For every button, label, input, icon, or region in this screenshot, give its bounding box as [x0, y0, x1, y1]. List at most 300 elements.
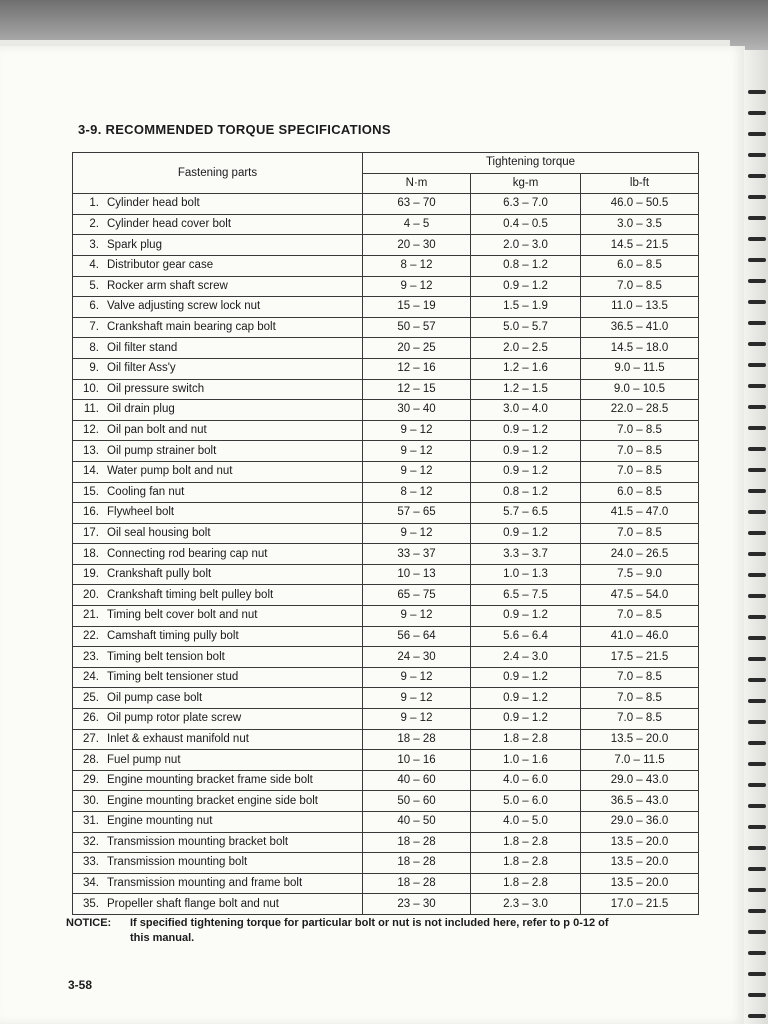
- cell-fastening-part: [73, 523, 363, 544]
- cell-torque-lbft: 7.0 – 8.5: [581, 276, 699, 297]
- cell-torque-kgm: 1.8 – 2.8: [471, 832, 581, 853]
- cell-fastening-part: [73, 667, 363, 688]
- cell-torque-lbft: 7.0 – 8.5: [581, 667, 699, 688]
- header-unit-kgm: kg-m: [471, 173, 581, 194]
- cell-torque-lbft: 7.5 – 9.0: [581, 564, 699, 585]
- cell-torque-nm: 9 – 12: [363, 420, 471, 441]
- cell-torque-nm: 23 – 30: [363, 894, 471, 915]
- table-row: [73, 791, 699, 812]
- row-number: 32.: [83, 835, 99, 848]
- page-number: 3-58: [68, 978, 93, 992]
- binding-coil: [748, 909, 766, 913]
- cell-torque-lbft: 36.5 – 43.0: [581, 791, 699, 812]
- cell-fastening-part: [73, 832, 363, 853]
- table-row: [73, 626, 699, 647]
- binding-coil: [748, 300, 766, 304]
- cell-torque-kgm: 1.5 – 1.9: [471, 297, 581, 318]
- table-row: [73, 379, 699, 400]
- table-row: [73, 750, 699, 771]
- part-name: Transmission mounting bolt: [107, 856, 248, 869]
- cell-torque-kgm: 3.3 – 3.7: [471, 544, 581, 565]
- cell-fastening-part: [73, 564, 363, 585]
- table-row: [73, 585, 699, 606]
- table-row: [73, 523, 699, 544]
- cell-torque-kgm: 0.9 – 1.2: [471, 688, 581, 709]
- cell-torque-nm: 12 – 15: [363, 379, 471, 400]
- binding-coil: [748, 321, 766, 325]
- cell-fastening-part: [73, 770, 363, 791]
- binding-coil: [748, 195, 766, 199]
- cell-torque-kgm: 0.9 – 1.2: [471, 441, 581, 462]
- row-number: 7.: [89, 321, 99, 334]
- cell-torque-nm: 40 – 60: [363, 770, 471, 791]
- cell-torque-kgm: 6.5 – 7.5: [471, 585, 581, 606]
- cell-fastening-part: [73, 503, 363, 524]
- cell-torque-lbft: 7.0 – 8.5: [581, 606, 699, 627]
- cell-torque-kgm: 0.9 – 1.2: [471, 420, 581, 441]
- cell-torque-lbft: 3.0 – 3.5: [581, 214, 699, 235]
- cell-torque-nm: 8 – 12: [363, 482, 471, 503]
- cell-torque-lbft: 7.0 – 8.5: [581, 688, 699, 709]
- table-row: [73, 503, 699, 524]
- binding-coil: [748, 804, 766, 808]
- row-number: 27.: [83, 732, 99, 745]
- cell-fastening-part: [73, 544, 363, 565]
- cell-torque-lbft: 29.0 – 43.0: [581, 770, 699, 791]
- header-unit-nm: N·m: [363, 173, 471, 194]
- part-name: Oil pressure switch: [107, 382, 205, 395]
- row-number: 28.: [83, 753, 99, 766]
- binding-coil: [748, 111, 766, 115]
- row-number: 6.: [89, 300, 99, 313]
- part-name: Transmission mounting and frame bolt: [107, 877, 303, 890]
- cell-torque-kgm: 3.0 – 4.0: [471, 400, 581, 421]
- cell-torque-kgm: 5.6 – 6.4: [471, 626, 581, 647]
- cell-torque-lbft: 7.0 – 11.5: [581, 750, 699, 771]
- row-number: 10.: [83, 382, 99, 395]
- cell-torque-lbft: 41.0 – 46.0: [581, 626, 699, 647]
- row-number: 13.: [83, 444, 99, 457]
- cell-torque-nm: 50 – 57: [363, 317, 471, 338]
- cell-torque-nm: 18 – 28: [363, 729, 471, 750]
- table-row: [73, 358, 699, 379]
- row-number: 31.: [83, 815, 99, 828]
- cell-fastening-part: [73, 441, 363, 462]
- binding-coil: [748, 258, 766, 262]
- table-row: [73, 461, 699, 482]
- table-row: [73, 482, 699, 503]
- binding-coil: [748, 930, 766, 934]
- binding-coil: [748, 846, 766, 850]
- cell-torque-nm: 18 – 28: [363, 873, 471, 894]
- part-name: Spark plug: [107, 238, 162, 251]
- cell-torque-nm: 9 – 12: [363, 523, 471, 544]
- table-row: [73, 194, 699, 215]
- table-row: [73, 770, 699, 791]
- part-name: Camshaft timing pully bolt: [107, 629, 239, 642]
- table-row: [73, 832, 699, 853]
- part-name: Oil pump strainer bolt: [107, 444, 217, 457]
- cell-torque-nm: 18 – 28: [363, 832, 471, 853]
- cell-torque-kgm: 1.0 – 1.6: [471, 750, 581, 771]
- cell-fastening-part: [73, 873, 363, 894]
- cell-fastening-part: [73, 729, 363, 750]
- binding-coil: [748, 678, 766, 682]
- part-name: Cooling fan nut: [107, 485, 185, 498]
- cell-torque-lbft: 6.0 – 8.5: [581, 255, 699, 276]
- part-name: Timing belt tensioner stud: [107, 671, 239, 684]
- cell-fastening-part: [73, 358, 363, 379]
- cell-fastening-part: [73, 626, 363, 647]
- table-row: [73, 420, 699, 441]
- cell-torque-nm: 4 – 5: [363, 214, 471, 235]
- cell-torque-kgm: 0.9 – 1.2: [471, 523, 581, 544]
- cell-torque-nm: 40 – 50: [363, 812, 471, 833]
- cell-torque-kgm: 0.8 – 1.2: [471, 255, 581, 276]
- row-number: 25.: [83, 691, 99, 704]
- cell-torque-lbft: 41.5 – 47.0: [581, 503, 699, 524]
- row-number: 1.: [89, 197, 99, 210]
- cell-fastening-part: [73, 791, 363, 812]
- row-number: 8.: [89, 341, 99, 354]
- binding-coil: [748, 405, 766, 409]
- binding-coil: [748, 657, 766, 661]
- cell-torque-lbft: 17.5 – 21.5: [581, 647, 699, 668]
- table-row: [73, 812, 699, 833]
- row-number: 17.: [83, 526, 99, 539]
- row-number: 19.: [83, 568, 99, 581]
- part-name: Timing belt cover bolt and nut: [107, 609, 258, 622]
- part-name: Cylinder head cover bolt: [107, 218, 232, 231]
- cell-torque-kgm: 2.0 – 2.5: [471, 338, 581, 359]
- cell-torque-nm: 9 – 12: [363, 709, 471, 730]
- part-name: Valve adjusting screw lock nut: [107, 300, 261, 313]
- cell-torque-kgm: 1.2 – 1.5: [471, 379, 581, 400]
- part-name: Oil pan bolt and nut: [107, 424, 207, 437]
- cell-torque-kgm: 2.4 – 3.0: [471, 647, 581, 668]
- binding-coil: [748, 573, 766, 577]
- part-name: Water pump bolt and nut: [107, 465, 233, 478]
- binding-coil: [748, 993, 766, 997]
- cell-torque-lbft: 9.0 – 11.5: [581, 358, 699, 379]
- binding-coil: [748, 342, 766, 346]
- cell-torque-nm: 33 – 37: [363, 544, 471, 565]
- row-number: 2.: [89, 218, 99, 231]
- binding-coil: [748, 720, 766, 724]
- cell-torque-nm: 50 – 60: [363, 791, 471, 812]
- cell-torque-lbft: 13.5 – 20.0: [581, 873, 699, 894]
- cell-fastening-part: [73, 235, 363, 256]
- cell-torque-nm: 15 – 19: [363, 297, 471, 318]
- table-row: [73, 338, 699, 359]
- binding-coil: [748, 699, 766, 703]
- binding-coil: [748, 426, 766, 430]
- cell-torque-lbft: 13.5 – 20.0: [581, 853, 699, 874]
- binding-coil: [748, 783, 766, 787]
- cell-torque-lbft: 36.5 – 41.0: [581, 317, 699, 338]
- binding-coil: [748, 972, 766, 976]
- cell-torque-kgm: 5.0 – 6.0: [471, 791, 581, 812]
- cell-torque-kgm: 1.2 – 1.6: [471, 358, 581, 379]
- cell-fastening-part: [73, 688, 363, 709]
- cell-torque-kgm: 1.8 – 2.8: [471, 873, 581, 894]
- row-number: 35.: [83, 897, 99, 910]
- cell-torque-lbft: 7.0 – 8.5: [581, 420, 699, 441]
- cell-fastening-part: [73, 400, 363, 421]
- binding-coil: [748, 510, 766, 514]
- cell-torque-nm: 65 – 75: [363, 585, 471, 606]
- notice-text-line1: If specified tightening torque for particular bolt or nut is not included here, refer to p 0-12 of: [130, 917, 609, 929]
- cell-torque-lbft: 17.0 – 21.5: [581, 894, 699, 915]
- cell-torque-kgm: 1.0 – 1.3: [471, 564, 581, 585]
- binding-coil: [748, 468, 766, 472]
- part-name: Crankshaft pully bolt: [107, 568, 212, 581]
- row-number: 22.: [83, 629, 99, 642]
- part-name: Timing belt tension bolt: [107, 650, 225, 663]
- cell-torque-nm: 56 – 64: [363, 626, 471, 647]
- table-row: [73, 688, 699, 709]
- part-name: Transmission mounting bracket bolt: [107, 835, 289, 848]
- page-title: 3-9. RECOMMENDED TORQUE SPECIFICATIONS: [78, 122, 391, 137]
- cell-torque-kgm: 0.8 – 1.2: [471, 482, 581, 503]
- cell-torque-lbft: 7.0 – 8.5: [581, 523, 699, 544]
- part-name: Fuel pump nut: [107, 753, 181, 766]
- cell-torque-nm: 20 – 30: [363, 235, 471, 256]
- table-row: [73, 441, 699, 462]
- binding-coil: [748, 132, 766, 136]
- table-row: [73, 894, 699, 915]
- cell-fastening-part: [73, 194, 363, 215]
- cell-torque-lbft: 9.0 – 10.5: [581, 379, 699, 400]
- row-number: 12.: [83, 424, 99, 437]
- notice: [66, 916, 686, 946]
- binding-coil: [748, 489, 766, 493]
- table-row: [73, 400, 699, 421]
- cell-fastening-part: [73, 317, 363, 338]
- notice-label: NOTICE:: [66, 917, 112, 929]
- binding-coil: [748, 174, 766, 178]
- part-name: Crankshaft timing belt pulley bolt: [107, 588, 274, 601]
- spiral-binding: [744, 50, 768, 1024]
- row-number: 21.: [83, 609, 99, 622]
- part-name: Oil pump case bolt: [107, 691, 203, 704]
- table-row: [73, 276, 699, 297]
- header-tightening-torque: Tightening torque: [363, 153, 699, 174]
- cell-torque-nm: 20 – 25: [363, 338, 471, 359]
- cell-torque-lbft: 11.0 – 13.5: [581, 297, 699, 318]
- cell-torque-kgm: 2.3 – 3.0: [471, 894, 581, 915]
- table-row: [73, 235, 699, 256]
- row-number: 16.: [83, 506, 99, 519]
- cell-fastening-part: [73, 894, 363, 915]
- cell-fastening-part: [73, 255, 363, 276]
- row-number: 15.: [83, 485, 99, 498]
- part-name: Engine mounting bracket engine side bolt: [107, 794, 318, 807]
- row-number: 30.: [83, 794, 99, 807]
- cell-torque-nm: 9 – 12: [363, 276, 471, 297]
- row-number: 20.: [83, 588, 99, 601]
- binding-coil: [748, 447, 766, 451]
- cell-torque-nm: 30 – 40: [363, 400, 471, 421]
- cell-torque-kgm: 1.8 – 2.8: [471, 853, 581, 874]
- cell-fastening-part: [73, 276, 363, 297]
- cell-torque-lbft: 7.0 – 8.5: [581, 709, 699, 730]
- cell-torque-nm: 9 – 12: [363, 461, 471, 482]
- binding-coil: [748, 531, 766, 535]
- cell-torque-nm: 9 – 12: [363, 606, 471, 627]
- cell-fastening-part: [73, 606, 363, 627]
- row-number: 11.: [83, 403, 99, 416]
- part-name: Propeller shaft flange bolt and nut: [107, 897, 279, 910]
- cell-torque-kgm: 5.7 – 6.5: [471, 503, 581, 524]
- table-row: [73, 853, 699, 874]
- row-number: 5.: [89, 279, 99, 292]
- part-name: Oil pump rotor plate screw: [107, 712, 242, 725]
- cell-fastening-part: [73, 585, 363, 606]
- table-row: [73, 647, 699, 668]
- part-name: Oil filter stand: [107, 341, 178, 354]
- table-row: [73, 873, 699, 894]
- cell-torque-lbft: 6.0 – 8.5: [581, 482, 699, 503]
- binding-coil: [748, 867, 766, 871]
- cell-torque-kgm: 4.0 – 6.0: [471, 770, 581, 791]
- cell-fastening-part: [73, 812, 363, 833]
- part-name: Flywheel bolt: [107, 506, 175, 519]
- cell-torque-nm: 9 – 12: [363, 441, 471, 462]
- cell-torque-kgm: 0.9 – 1.2: [471, 461, 581, 482]
- cell-torque-nm: 9 – 12: [363, 688, 471, 709]
- row-number: 9.: [89, 362, 99, 375]
- cell-torque-nm: 12 – 16: [363, 358, 471, 379]
- cell-fastening-part: [73, 709, 363, 730]
- table-header-row: [73, 153, 699, 174]
- cell-fastening-part: [73, 420, 363, 441]
- part-name: Connecting rod bearing cap nut: [107, 547, 268, 560]
- row-number: 4.: [89, 259, 99, 272]
- cell-fastening-part: [73, 297, 363, 318]
- cell-torque-nm: 57 – 65: [363, 503, 471, 524]
- binding-coil: [748, 153, 766, 157]
- binding-coil: [748, 90, 766, 94]
- cell-fastening-part: [73, 379, 363, 400]
- row-number: 29.: [83, 774, 99, 787]
- binding-coil: [748, 615, 766, 619]
- part-name: Rocker arm shaft screw: [107, 279, 228, 292]
- part-name: Distributor gear case: [107, 259, 214, 272]
- cell-torque-kgm: 1.8 – 2.8: [471, 729, 581, 750]
- torque-table: [72, 152, 699, 915]
- binding-coil: [748, 552, 766, 556]
- table-row: [73, 214, 699, 235]
- cell-torque-nm: 63 – 70: [363, 194, 471, 215]
- cell-torque-lbft: 7.0 – 8.5: [581, 441, 699, 462]
- header-fastening-parts: Fastening parts: [73, 153, 363, 194]
- cell-torque-nm: 18 – 28: [363, 853, 471, 874]
- table-row: [73, 667, 699, 688]
- part-name: Engine mounting bracket frame side bolt: [107, 774, 313, 787]
- row-number: 34.: [83, 877, 99, 890]
- part-name: Oil drain plug: [107, 403, 175, 416]
- row-number: 24.: [83, 671, 99, 684]
- binding-coil: [748, 594, 766, 598]
- table-row: [73, 297, 699, 318]
- binding-coil: [748, 216, 766, 220]
- cell-fastening-part: [73, 647, 363, 668]
- binding-coil: [748, 888, 766, 892]
- row-number: 23.: [83, 650, 99, 663]
- cell-fastening-part: [73, 750, 363, 771]
- table-row: [73, 317, 699, 338]
- cell-torque-kgm: 4.0 – 5.0: [471, 812, 581, 833]
- cell-torque-nm: 24 – 30: [363, 647, 471, 668]
- cell-fastening-part: [73, 482, 363, 503]
- binding-coil: [748, 237, 766, 241]
- cell-fastening-part: [73, 338, 363, 359]
- binding-coil: [748, 363, 766, 367]
- cell-torque-lbft: 29.0 – 36.0: [581, 812, 699, 833]
- cell-torque-lbft: 46.0 – 50.5: [581, 194, 699, 215]
- row-number: 3.: [89, 238, 99, 251]
- row-number: 18.: [83, 547, 99, 560]
- part-name: Oil filter Ass'y: [107, 362, 176, 375]
- cell-fastening-part: [73, 461, 363, 482]
- binding-coil: [748, 384, 766, 388]
- cell-torque-lbft: 22.0 – 28.5: [581, 400, 699, 421]
- cell-torque-lbft: 13.5 – 20.0: [581, 729, 699, 750]
- cell-torque-kgm: 0.9 – 1.2: [471, 709, 581, 730]
- part-name: Engine mounting nut: [107, 815, 213, 828]
- binding-coil: [748, 741, 766, 745]
- binding-coil: [748, 636, 766, 640]
- header-unit-lbft: lb-ft: [581, 173, 699, 194]
- table-row: [73, 709, 699, 730]
- row-number: 26.: [83, 712, 99, 725]
- part-name: Crankshaft main bearing cap bolt: [107, 321, 276, 334]
- row-number: 33.: [83, 856, 99, 869]
- binding-coil: [748, 951, 766, 955]
- part-name: Inlet & exhaust manifold nut: [107, 732, 249, 745]
- table-row: [73, 544, 699, 565]
- cell-torque-nm: 10 – 16: [363, 750, 471, 771]
- cell-torque-kgm: 0.9 – 1.2: [471, 667, 581, 688]
- cell-fastening-part: [73, 214, 363, 235]
- binding-coil: [748, 1014, 766, 1018]
- binding-coil: [748, 279, 766, 283]
- cell-torque-kgm: 0.9 – 1.2: [471, 276, 581, 297]
- notice-text-line2: this manual.: [130, 932, 195, 944]
- cell-torque-lbft: 14.5 – 21.5: [581, 235, 699, 256]
- row-number: 14.: [83, 465, 99, 478]
- part-name: Oil seal housing bolt: [107, 526, 211, 539]
- cell-torque-lbft: 14.5 – 18.0: [581, 338, 699, 359]
- table-row: [73, 606, 699, 627]
- cell-torque-lbft: 7.0 – 8.5: [581, 461, 699, 482]
- cell-torque-kgm: 6.3 – 7.0: [471, 194, 581, 215]
- cell-torque-kgm: 0.4 – 0.5: [471, 214, 581, 235]
- binding-coil: [748, 825, 766, 829]
- cell-torque-kgm: 0.9 – 1.2: [471, 606, 581, 627]
- cell-torque-kgm: 2.0 – 3.0: [471, 235, 581, 256]
- cell-torque-nm: 8 – 12: [363, 255, 471, 276]
- cell-torque-kgm: 5.0 – 5.7: [471, 317, 581, 338]
- part-name: Cylinder head bolt: [107, 197, 200, 210]
- binding-coil: [748, 762, 766, 766]
- cell-fastening-part: [73, 853, 363, 874]
- cell-torque-nm: 9 – 12: [363, 667, 471, 688]
- cell-torque-lbft: 24.0 – 26.5: [581, 544, 699, 565]
- cell-torque-lbft: 13.5 – 20.0: [581, 832, 699, 853]
- table-row: [73, 729, 699, 750]
